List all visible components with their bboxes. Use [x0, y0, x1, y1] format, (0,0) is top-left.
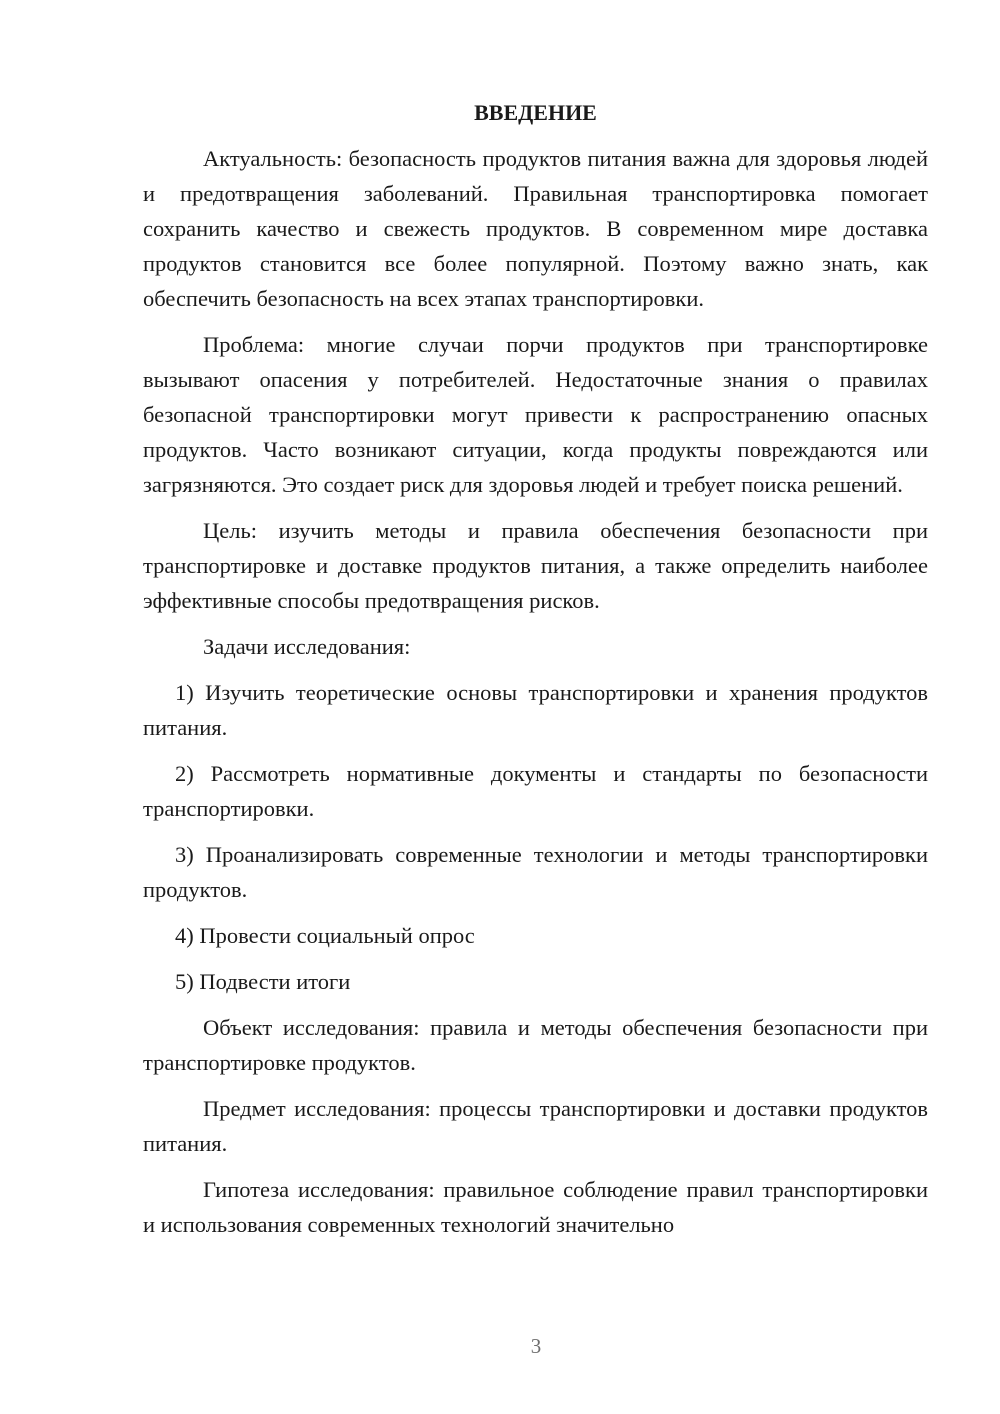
paragraph-problem: Проблема: многие случаи порчи продуктов при транспортировке вызывают опасения у потребителей. Недостаточные знания о правилах безопасной транспортировки могут привести к распространению опасных продуктов. Часто возникают ситуации, когда продукты повреждаются или загрязняются. Это создает риск для здоровья людей и требует поиска решений.	[143, 332, 928, 497]
paragraph-relevance: Актуальность: безопасность продуктов питания важна для здоровья людей и предотвращения заболеваний. Правильная транспортировка помогает сохранить качество и свежесть продуктов. В современном мире доставка продуктов становится все более популярной. Поэтому важно знать, как обеспечить безопасность на всех этапах транспортировки.	[143, 146, 928, 311]
page-content	[143, 95, 928, 1242]
paragraph-object: Объект исследования: правила и методы обеспечения безопасности при транспортировке продуктов.	[143, 1015, 928, 1075]
page-title: ВВЕДЕНИЕ	[474, 100, 597, 125]
task-item-2: 2) Рассмотреть нормативные документы и стандарты по безопасности транспортировки.	[143, 761, 928, 821]
task-item-3: 3) Проанализировать современные технологии и методы транспортировки продуктов.	[143, 842, 928, 902]
paragraph-subject: Предмет исследования: процессы транспортировки и доставки продуктов питания.	[143, 1096, 928, 1156]
task-item-1: 1) Изучить теоретические основы транспортировки и хранения продуктов питания.	[143, 680, 928, 740]
task-item-5: 5) Подвести итоги	[175, 969, 351, 994]
paragraph-hypothesis: Гипотеза исследования: правильное соблюдение правил транспортировки и использования современных технологий значительно	[143, 1177, 928, 1237]
paragraph-goal: Цель: изучить методы и правила обеспечения безопасности при транспортировке и доставке продуктов питания, а также определить наиболее эффективные способы предотвращения рисков.	[143, 518, 928, 613]
task-item-4: 4) Провести социальный опрос	[175, 923, 475, 948]
page-number: 3	[530, 1334, 542, 1358]
paragraph-tasks-heading: Задачи исследования:	[203, 634, 411, 659]
